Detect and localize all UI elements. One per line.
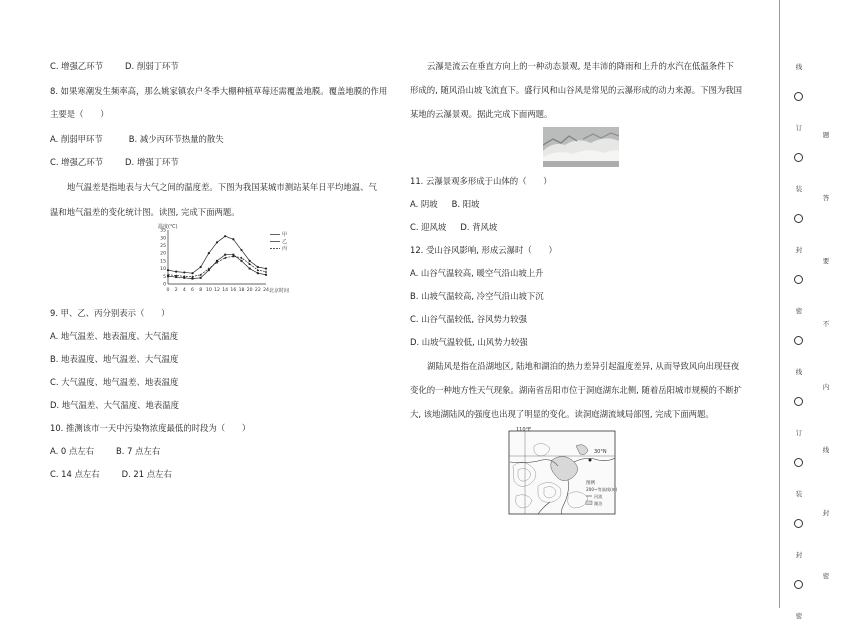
q9-option-d[interactable]: D. 地气温差、大气温度、地表温度: [50, 400, 180, 410]
y-tick-label: 0: [163, 282, 166, 288]
q12-option-c[interactable]: C. 山谷气温较低, 谷风势力较强: [410, 314, 527, 324]
cloud-waterfall-intro-line2: 形成的, 随风沿山坡飞流直下。盛行风和山谷风是常见的云瀑形成的动力来源。下图为我国: [410, 85, 742, 95]
q8-options-cd: [50, 156, 395, 168]
data-point: [200, 266, 202, 268]
q11-stem: 11. 云瀑景观多形成于山体的（ ）: [410, 176, 552, 186]
q10-option-a[interactable]: A. 0 点左右: [50, 446, 95, 456]
data-point: [257, 272, 259, 274]
q11-option-d[interactable]: D. 背风坡: [460, 222, 498, 232]
q12-option-b[interactable]: B. 山坡气温较高, 冷空气沿山坡下沉: [410, 291, 544, 301]
binding-glyph: 线: [795, 63, 803, 71]
map-legend-river: 河流: [594, 494, 603, 499]
map-latitude-label: 30°N: [594, 449, 607, 455]
binding-glyph: 线: [795, 368, 803, 376]
legend-label: 甲: [282, 232, 288, 238]
y-tick-label: 15: [160, 259, 166, 265]
binding-hole: [794, 214, 803, 223]
series-line-2: [168, 256, 266, 276]
map-city-dot: [589, 459, 592, 462]
x-axis-title: 北京时间: [269, 288, 290, 294]
data-point: [249, 268, 251, 270]
q8-option-c[interactable]: C. 增强乙环节: [50, 157, 104, 167]
q8-options-ab: [50, 133, 395, 145]
x-tick-label: 12: [214, 288, 220, 293]
binding-glyph: 封: [795, 246, 803, 254]
binding-glyph: 装: [795, 185, 803, 193]
data-point: [216, 241, 218, 243]
binding-hole: [794, 458, 803, 467]
q12-option-a[interactable]: A. 山谷气温较高, 暖空气沿山坡上升: [410, 268, 544, 278]
intro-earth-air-line1: 地气温差是指地表与大气之间的温度差。下图为我国某城市测站某年日平均地温、气: [67, 182, 377, 192]
data-point: [224, 254, 226, 256]
binding-glyph: 装: [795, 490, 803, 498]
data-point: [183, 271, 185, 273]
x-tick-label: 10: [205, 288, 212, 293]
binding-glyph: 封: [795, 551, 803, 559]
dongting-lake-map: [508, 426, 618, 516]
q8-option-d[interactable]: D. 增强丁环节: [125, 157, 179, 167]
q11-options-ab: [410, 198, 760, 210]
y-tick-label: 5: [163, 274, 166, 280]
data-point: [192, 278, 194, 280]
q10-options-ab: [50, 445, 395, 457]
series-line-1: [168, 255, 266, 279]
cloud-waterfall-photo: [543, 127, 619, 167]
q11-options-cd: [410, 221, 760, 233]
q11-option-b[interactable]: B. 阳坡: [451, 199, 480, 209]
data-point: [208, 267, 210, 269]
x-tick-labels: [167, 287, 269, 293]
q11-option-a[interactable]: A. 阴坡: [410, 199, 438, 209]
y-tick-label: 25: [160, 244, 166, 250]
x-tick-label: 18: [238, 288, 245, 293]
q10-stem: 10. 推测该市一天中污染物浓度最低的时段为（ ）: [50, 423, 251, 433]
y-tick-label: 10: [160, 267, 166, 273]
q8-option-b[interactable]: B. 减少丙环节热量的散失: [128, 134, 224, 144]
binding-warning-char: 要: [822, 257, 830, 265]
binding-glyph: 密: [795, 307, 803, 315]
data-point: [241, 260, 243, 262]
q9-option-a[interactable]: A. 地气温差、地表温度、大气温度: [50, 331, 179, 341]
binding-glyph: 订: [795, 429, 803, 437]
map-legend-lake-symbol: [586, 501, 592, 505]
q9-option-b[interactable]: B. 地表温度、地气温差、大气温度: [50, 354, 179, 364]
x-tick-label: 14: [222, 288, 229, 293]
data-point: [224, 235, 226, 237]
lake-land-intro-line1: 湖陆风是指在沿湖地区, 陆地和湖泊的热力差异引起温度差异, 从而导致风向出现昼夜: [427, 361, 740, 371]
y-tick-label: 30: [160, 236, 166, 242]
y-tick-labels: [160, 228, 166, 288]
binding-hole: [794, 519, 803, 528]
data-point: [200, 277, 202, 279]
right-column: [410, 60, 760, 516]
q7-option-d[interactable]: D. 削弱丁环节: [125, 61, 179, 71]
x-tick-label: 8: [199, 288, 203, 293]
chart-legend: [270, 231, 287, 252]
q7-option-c[interactable]: C. 增强乙环节: [50, 61, 104, 71]
binding-warning-char: 不: [822, 320, 830, 328]
lake-land-intro-line3: 大, 该地湖陆风的强度也出现了明显的变化。读洞庭湖流域局部图, 完成下面两题。: [410, 409, 714, 419]
q9-option-c[interactable]: C. 大气温度、地气温差、地表温度: [50, 377, 179, 387]
q9-stem: 9. 甲、乙、丙分别表示（ ）: [50, 308, 170, 318]
y-axis-title: 温度(℃): [158, 224, 178, 230]
x-tick-label: 6: [191, 288, 194, 293]
binding-hole: [794, 580, 803, 589]
binding-strip: [780, 0, 860, 620]
lake-land-intro-line2: 变化的一种地方性天气现象。湖南省岳阳市位于洞庭湖东北侧, 随着岳阳城市规模的不断扩: [410, 385, 742, 395]
binding-warning-char: 密: [822, 572, 830, 580]
data-point: [175, 271, 177, 273]
series-lines: [167, 235, 267, 280]
binding-glyph: 密: [795, 612, 803, 620]
binding-warning-char: 题: [822, 131, 830, 139]
cloud-waterfall-intro-line3: 某地的云瀑景观。据此完成下面两题。: [410, 109, 553, 119]
legend-label: 丙: [282, 246, 288, 252]
binding-warning-char: 答: [822, 194, 830, 202]
q7-options-cd: [50, 60, 395, 72]
data-point: [249, 260, 251, 262]
q8-stem-line2: 主要是（ ）: [50, 109, 109, 119]
binding-line: [779, 0, 780, 608]
data-point: [208, 252, 210, 254]
map-legend-lake: 湖泊: [594, 501, 603, 506]
q12-stem: 12. 受山谷风影响, 形成云瀑时（ ）: [410, 245, 557, 255]
y-tick-label: 20: [160, 251, 166, 257]
binding-hole: [794, 397, 803, 406]
left-column: [50, 60, 395, 491]
x-tick-label: 22: [254, 288, 261, 293]
q12-option-d[interactable]: D. 山坡气温较低, 山风势力较强: [410, 337, 528, 347]
binding-glyph: 订: [795, 124, 803, 132]
map-longitude-label: 110°E: [516, 427, 532, 433]
x-tick-label: 0: [166, 288, 170, 293]
temperature-line-chart: [154, 222, 314, 300]
legend-label: 乙: [282, 239, 288, 245]
binding-hole: [794, 275, 803, 284]
data-point: [232, 238, 234, 240]
data-point: [191, 272, 193, 274]
binding-warning-char: 封: [822, 509, 830, 517]
q10-options-cd: [50, 468, 395, 480]
q10-option-c[interactable]: C. 14 点左右: [50, 469, 100, 479]
x-tick-label: 2: [174, 288, 178, 293]
q10-option-d[interactable]: D. 21 点左右: [121, 469, 172, 479]
binding-hole: [794, 153, 803, 162]
x-tick-label: 20: [246, 288, 253, 293]
data-point: [265, 267, 267, 269]
binding-warning-char: 线: [822, 446, 830, 454]
data-point: [240, 249, 242, 251]
q10-option-b[interactable]: B. 7 点左右: [116, 446, 161, 456]
binding-hole: [794, 336, 803, 345]
y-tick-label: 35: [160, 228, 166, 234]
q11-option-c[interactable]: C. 迎风坡: [410, 222, 447, 232]
binding-hole: [794, 92, 803, 101]
map-legend-contour: 200~等高线(m): [586, 487, 618, 492]
data-point: [167, 269, 169, 271]
intro-earth-air-line2: 温和地气温差的变化统计图。读图, 完成下面两题。: [50, 207, 240, 217]
q8-stem-line1: 8. 如果寒潮发生频率高，那么姚家镇农户冬季大棚种植草莓还需覆盖地膜。覆盖地膜的作用: [50, 86, 388, 96]
x-tick-label: 4: [182, 288, 186, 293]
data-point: [265, 270, 267, 272]
x-tick-label: 24: [263, 288, 269, 293]
x-tick-label: 16: [230, 288, 237, 293]
q8-option-a[interactable]: A. 削弱甲环节: [50, 134, 103, 144]
binding-warning-char: 内: [822, 383, 830, 391]
data-point: [265, 274, 267, 276]
data-point: [257, 266, 259, 268]
map-legend-title: 图例: [586, 481, 596, 486]
cloud-waterfall-intro-line1: 云瀑是流云在垂直方向上的一种动态景观, 是丰沛的降雨和上升的水汽在低温条件下: [427, 61, 734, 71]
